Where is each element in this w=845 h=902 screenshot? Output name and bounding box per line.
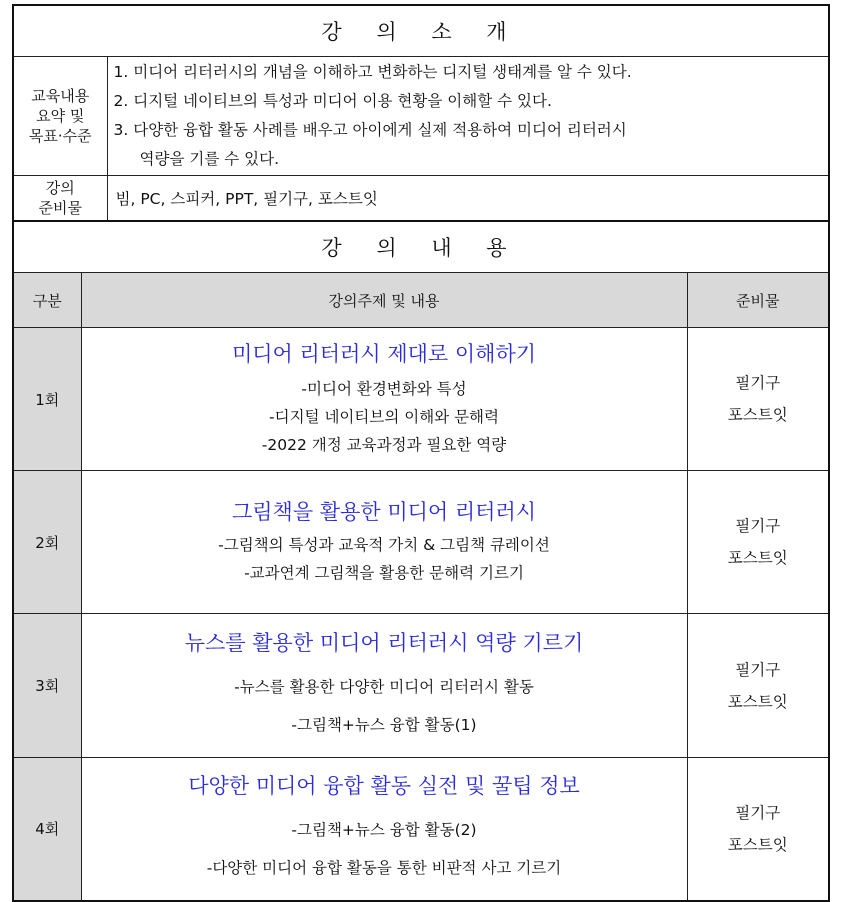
- session-item: -디지털 네이티브의 이해와 문해력: [269, 408, 499, 426]
- content-table: [12, 220, 830, 902]
- goal-item: 2. 디지털 네이티브의 특성과 미디어 이용 현황을 이해할 수 있다.: [113, 92, 552, 110]
- session-item: -그림책+뉴스 융합 활동(2): [291, 820, 477, 839]
- session-label: 4회: [13, 758, 81, 901]
- session-topic: [81, 614, 687, 758]
- session-topic: [81, 471, 687, 614]
- session-item: -그림책+뉴스 융합 활동(1): [291, 715, 477, 734]
- intro-title: 강 의 소 개: [13, 5, 829, 57]
- session-label: 1회: [13, 328, 81, 471]
- header-gubun: 구분: [13, 273, 81, 328]
- header-prep: 준비물: [687, 273, 829, 328]
- session-item: -다양한 미디어 융합 활동을 통한 비판적 사고 기르기: [206, 858, 562, 877]
- session-row: [13, 758, 829, 901]
- session-item: -2022 개정 교육과정과 필요한 역량: [261, 436, 507, 454]
- session-item: -그림책의 특성과 교육적 가치 & 그림책 큐레이션: [218, 536, 550, 554]
- goals-list: [107, 57, 829, 176]
- session-row: [13, 614, 829, 758]
- materials-label: 강의 준비물: [13, 176, 107, 222]
- session-row: [13, 328, 829, 471]
- session-title: 그림책을 활용한 미디어 리터러시: [231, 500, 537, 524]
- intro-table: [12, 4, 830, 222]
- session-item: -교과연계 그림책을 활용한 문해력 기르기: [244, 564, 524, 582]
- session-title: 미디어 리터러시 제대로 이해하기: [231, 342, 537, 366]
- content-title: 강 의 내 용: [13, 221, 829, 273]
- goals-label: 교육내용 요약 및 목표·수준: [13, 57, 107, 176]
- session-prep: 필기구 포스트잇: [687, 328, 829, 471]
- session-label: 2회: [13, 471, 81, 614]
- session-prep: 필기구 포스트잇: [687, 758, 829, 901]
- session-item: -뉴스를 활용한 다양한 미디어 리터러시 활동: [234, 677, 534, 696]
- session-title: 다양한 미디어 융합 활동 실전 및 꿀팁 정보: [188, 773, 580, 798]
- materials-value: 빔, PC, 스피커, PPT, 필기구, 포스트잇: [107, 176, 829, 222]
- session-title: 뉴스를 활용한 미디어 리터러시 역량 기르기: [184, 630, 584, 655]
- session-item: -미디어 환경변화와 특성: [301, 380, 467, 398]
- session-label: 3회: [13, 614, 81, 758]
- session-row: [13, 471, 829, 614]
- goal-item: 1. 미디어 리터러시의 개념을 이해하고 변화하는 디지털 생태계를 알 수 있다.: [113, 63, 632, 81]
- session-topic: [81, 328, 687, 471]
- goal-item: 3. 다양한 융합 활동 사례를 배우고 아이에게 실제 적용하여 미디어 리터러시: [113, 121, 627, 139]
- header-topic: 강의주제 및 내용: [81, 273, 687, 328]
- goal-item-continuation: 역량을 기를 수 있다.: [139, 150, 279, 168]
- session-prep: 필기구 포스트잇: [687, 614, 829, 758]
- session-prep: 필기구 포스트잇: [687, 471, 829, 614]
- session-topic: [81, 758, 687, 901]
- syllabus-document: [12, 4, 830, 902]
